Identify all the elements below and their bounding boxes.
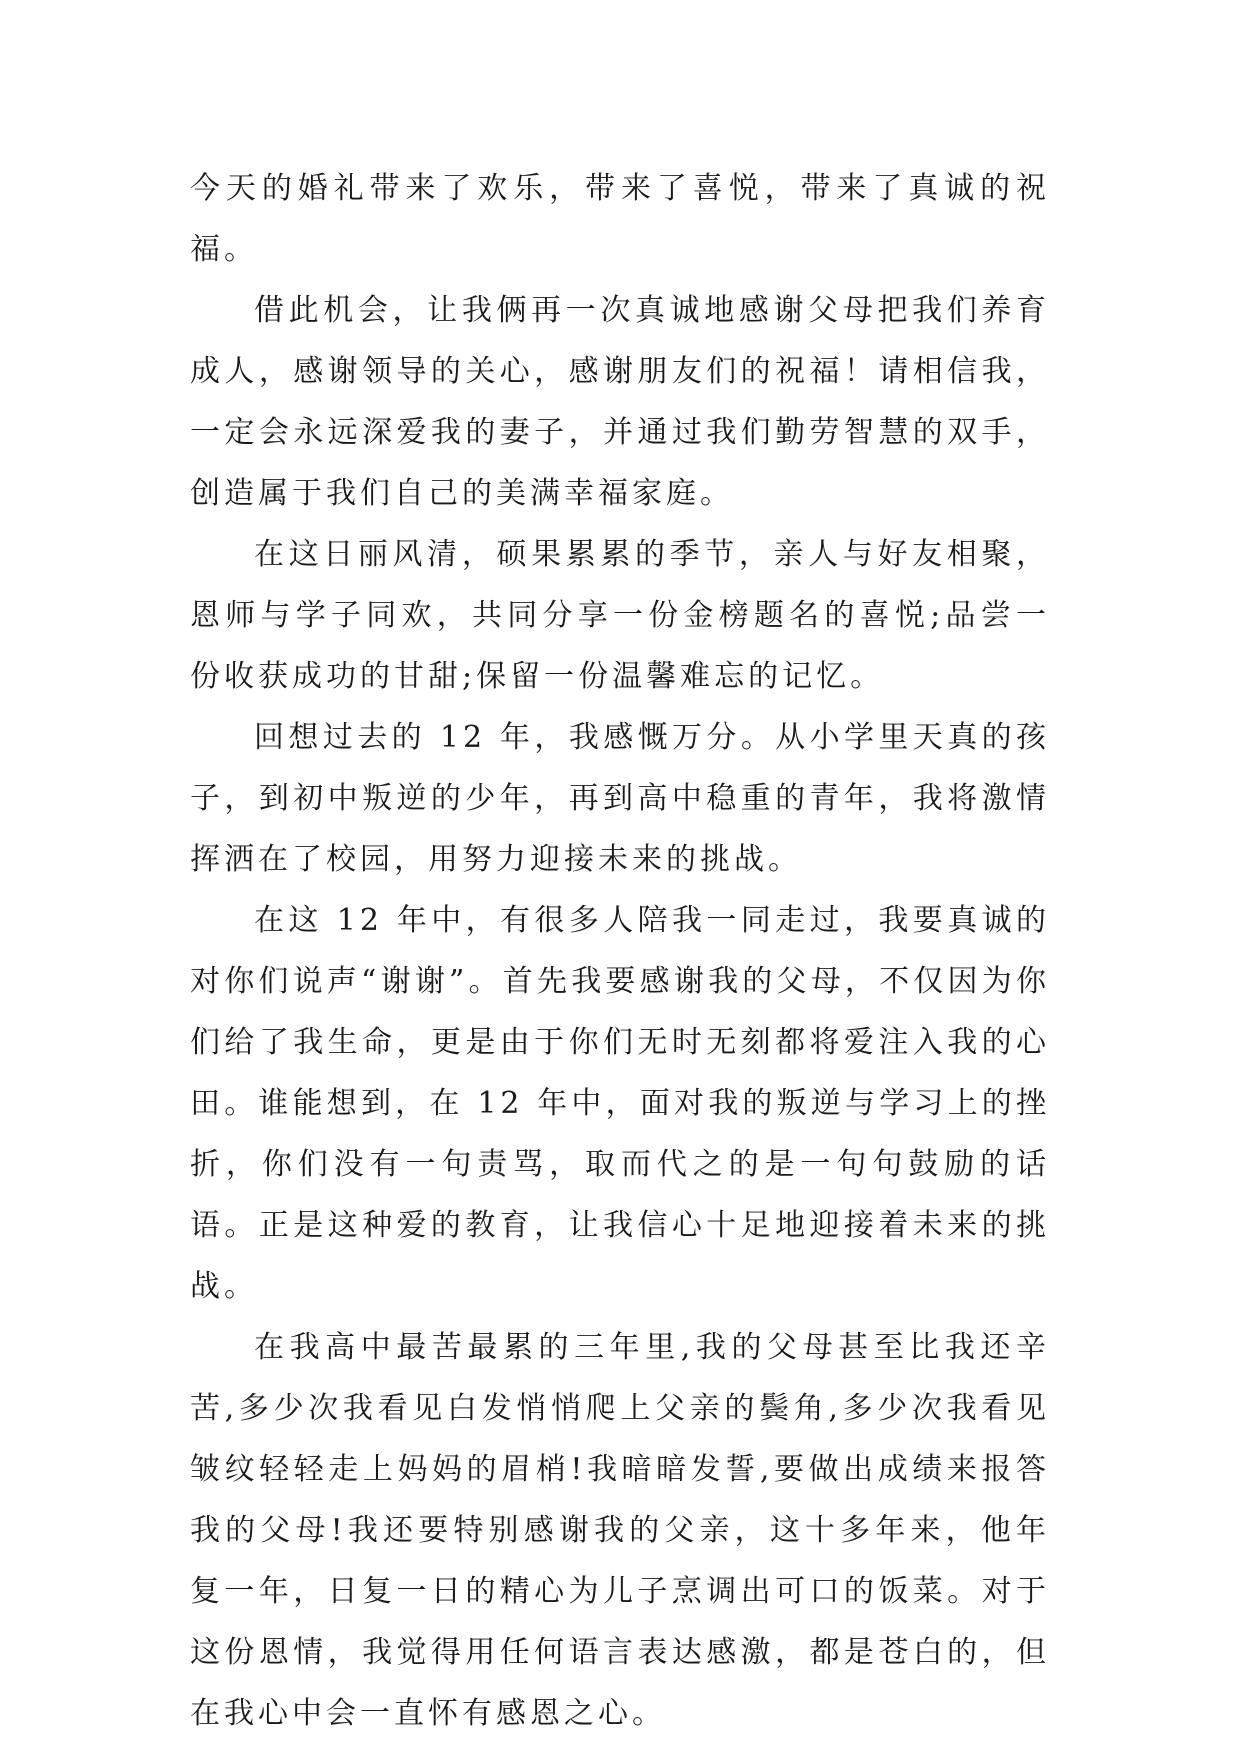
paragraph-6: 在我高中最苦最累的三年里,我的父母甚至比我还辛苦,多少次我看见白发悄悄爬上父亲的鬓角,多少次我看见皱纹轻轻走上妈妈的眉梢!我暗暗发誓,要做出成绩来报答我的父母!我还要特别感谢我的父亲，这十多年来，他年复一年，日复一日的精心为儿子烹调出可口的饭菜。对于这份恩情，我觉得用任何语言表达感激，都是苍白的，但在我心中会一直怀有感恩之心。 <box>190 1330 1050 1731</box>
paragraph-1: 今天的婚礼带来了欢乐，带来了喜悦，带来了真诚的祝福。 <box>190 171 1050 267</box>
paragraph-3: 在这日丽风清，硕果累累的季节，亲人与好友相聚，恩师与学子同欢，共同分享一份金榜题名的喜悦;品尝一份收获成功的甘甜;保留一份温馨难忘的记忆。 <box>190 537 1050 694</box>
paragraph-2: 借此机会，让我俩再一次真诚地感谢父母把我们养育成人，感谢领导的关心，感谢朋友们的祝福！请相信我，一定会永远深爱我的妻子，并通过我们勤劳智慧的双手，创造属于我们自己的美满幸福家庭。 <box>190 293 1050 511</box>
document-body <box>190 158 1050 1744</box>
paragraph-5: 在这 12 年中，有很多人陪我一同走过，我要真诚的对你们说声“谢谢”。首先我要感谢我的父母，不仅因为你们给了我生命，更是由于你们无时无刻都将爱注入我的心田。谁能想到，在 12 年中，面对我的叛逆与学习上的挫折，你们没有一句责骂，取而代之的是一句句鼓励的话语。正是这种爱的教育，让我信心十足地迎接着未来的挑战。 <box>190 903 1050 1304</box>
paragraph-4: 回想过去的 12 年，我感慨万分。从小学里天真的孩子，到初中叛逆的少年，再到高中稳重的青年，我将激情挥洒在了校园，用努力迎接未来的挑战。 <box>190 720 1050 877</box>
